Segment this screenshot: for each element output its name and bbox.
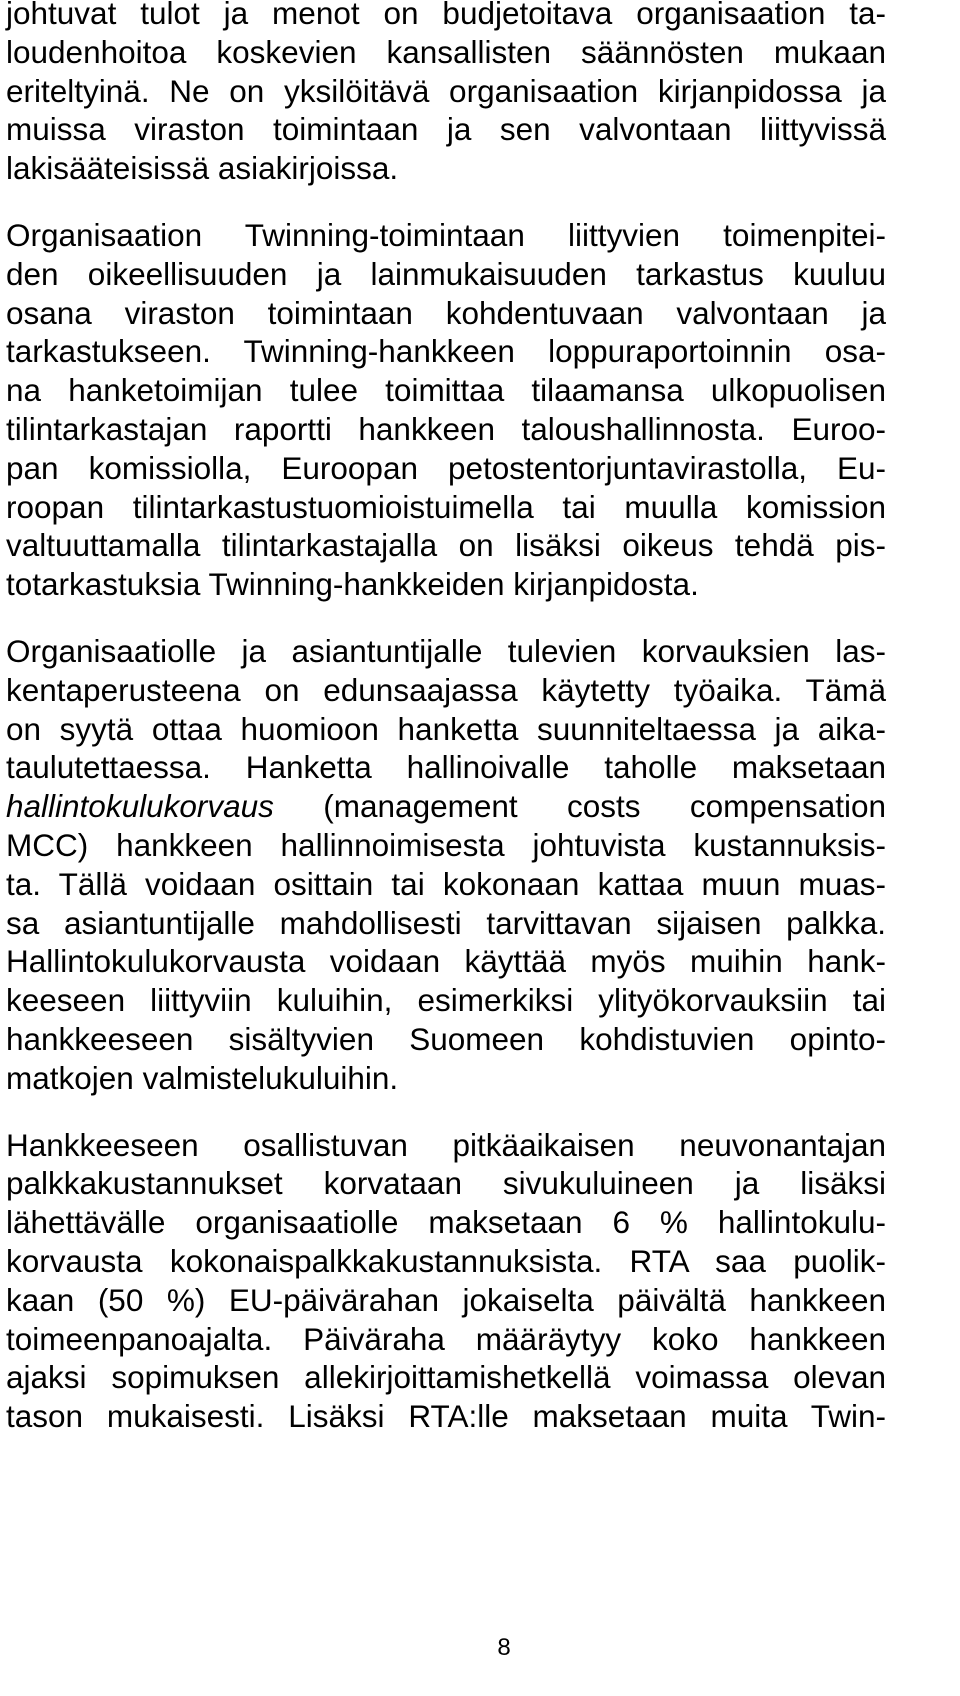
- text-line: valtuuttamalla tilintarkastajalla on lisäksi oikeus tehdä pis-: [6, 527, 886, 564]
- text-line: MCC) hankkeen hallinnoimisesta johtuvista kustannuksis-: [6, 826, 886, 863]
- text-line: totarkastuksia Twinning-hankkeiden kirjanpidosta.: [6, 566, 699, 603]
- text-line: tarkastukseen. Twinning-hankkeen loppuraportoinnin osa-: [6, 333, 886, 370]
- text-line: kentaperusteena on edunsaajassa käytetty työaika. Tämä: [6, 671, 886, 708]
- paragraph-1: [6, 0, 886, 188]
- text-line: lakisääteisissä asiakirjoissa.: [6, 150, 399, 187]
- text-line: ajaksi sopimuksen allekirjoittamishetkellä voimassa olevan: [6, 1359, 886, 1396]
- italic-term: hallintokulukorvaus: [6, 788, 274, 825]
- text-line: Organisaatiolle ja asiantuntijalle tulevien korvauksien las-: [6, 632, 886, 669]
- text-line: lähettävälle organisaatiolle maksetaan 6 % hallintokulu-: [6, 1204, 886, 1241]
- text-line: taulutettaessa. Hanketta hallinoivalle taholle maksetaan: [6, 749, 886, 786]
- text-line: pan komissiolla, Euroopan petostentorjuntavirastolla, Eu-: [6, 449, 886, 486]
- text-line: loudenhoitoa koskevien kansallisten säännösten mukaan: [6, 33, 886, 70]
- text-line: eriteltyinä. Ne on yksilöitävä organisaation kirjanpidossa ja: [6, 72, 886, 109]
- text-line-with-italic-term: [6, 787, 886, 826]
- text-line: on syytä ottaa huomioon hanketta suunniteltaessa ja aika-: [6, 710, 886, 747]
- text-line: Hallintokulukorvausta voidaan käyttää myös muihin hank-: [6, 943, 886, 980]
- page-number: [48, 1634, 960, 1662]
- text-line-rest: (management costs compensation: [323, 788, 886, 825]
- paragraph-4: [6, 1126, 886, 1436]
- text-line: kaan (50 %) EU-päivärahan jokaiselta päivältä hankkeen: [6, 1281, 886, 1318]
- text-line: matkojen valmistelukuluihin.: [6, 1059, 399, 1096]
- page-number-text: 8: [497, 1634, 511, 1661]
- text-line: roopan tilintarkastustuomioistuimella tai muulla komission: [6, 488, 886, 525]
- text-line: keeseen liittyviin kuluihin, esimerkiksi ylityökorvauksiin tai: [6, 982, 886, 1019]
- document-page: [6, 0, 886, 1436]
- text-line: hankkeeseen sisältyvien Suomeen kohdistuvien opinto-: [6, 1020, 886, 1057]
- text-line: korvausta kokonaispalkkakustannuksista. RTA saa puolik-: [6, 1242, 886, 1279]
- text-line: johtuvat tulot ja menot on budjetoitava organisaation ta-: [6, 0, 886, 31]
- text-line: sa asiantuntijalle mahdollisesti tarvittavan sijaisen palkka.: [6, 904, 886, 941]
- text-line: muissa viraston toimintaan ja sen valvontaan liittyvissä: [6, 111, 886, 148]
- text-line: osana viraston toimintaan kohdentuvaan valvontaan ja: [6, 294, 886, 331]
- text-line: na hanketoimijan tulee toimittaa tilaamansa ulkopuolisen: [6, 372, 886, 409]
- text-line: Organisaation Twinning-toimintaan liittyvien toimenpitei-: [6, 216, 886, 253]
- text-line: ta. Tällä voidaan osittain tai kokonaan kattaa muun muas-: [6, 865, 886, 902]
- text-line: Hankkeeseen osallistuvan pitkäaikaisen neuvonantajan: [6, 1126, 886, 1163]
- text-line: palkkakustannukset korvataan sivukuluineen ja lisäksi: [6, 1165, 886, 1202]
- text-line: tilintarkastajan raportti hankkeen taloushallinnosta. Euroo-: [6, 410, 886, 447]
- text-line: tason mukaisesti. Lisäksi RTA:lle maksetaan muita Twin-: [6, 1398, 886, 1435]
- paragraph-2: [6, 216, 886, 604]
- text-line: den oikeellisuuden ja lainmukaisuuden tarkastus kuuluu: [6, 255, 886, 292]
- paragraph-3: [6, 632, 886, 1098]
- text-line: toimeenpanoajalta. Päiväraha määräytyy koko hankkeen: [6, 1320, 886, 1357]
